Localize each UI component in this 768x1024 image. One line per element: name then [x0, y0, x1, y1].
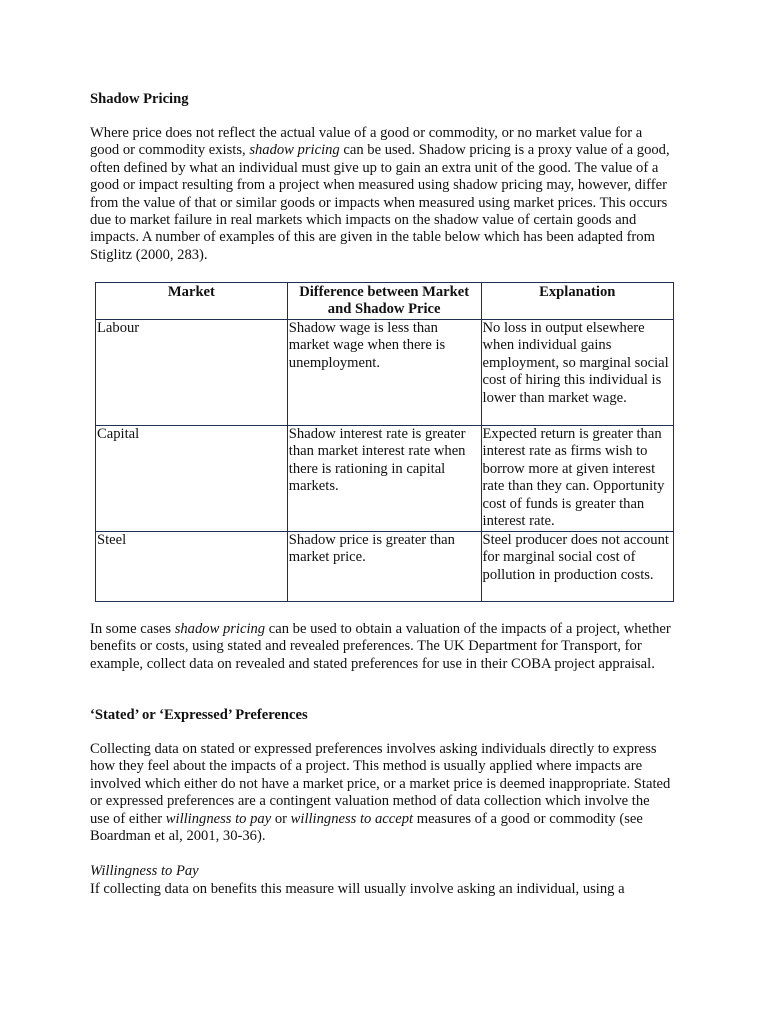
subheading-willingness-to-pay: Willingness to Pay: [90, 863, 199, 879]
emphasis-text: willingness to pay: [165, 810, 272, 827]
section-heading-shadow-pricing: Shadow Pricing: [90, 91, 189, 107]
text-run: can be used to obtain a valuation of the impacts of a project, whether benefits or costs, using stated and revealed preferences. The UK Department for Transport, for example, collect data on revealed and stated preferences for use in their COBA project appraisal.: [90, 621, 671, 672]
table-cell: Steel producer does not account for marginal social cost of pollution in production costs.: [481, 532, 673, 602]
table-cell: Expected return is greater than interest rate as firms wish to borrow more at given interest rate than they can. Opportunity cost of funds is greater than interest rate.: [481, 426, 673, 532]
table-header-cell: Explanation: [481, 283, 673, 320]
table-header-row: [96, 283, 674, 320]
table-header-cell: Difference between Market and Shadow Price: [287, 283, 481, 320]
text-run: or: [271, 810, 291, 827]
table-header-cell: Market: [96, 283, 288, 320]
emphasis-text: willingness to accept: [290, 810, 414, 827]
text-run: can be used. Shadow pricing is a proxy value of a good, often defined by what an individual must give up to gain an extra unit of the good. The value of a good or impact resulting from a project when measured using shadow pricing may, however, differ from the value of that or similar goods or impacts when measured using market prices. This occurs due to market failure in real markets which impacts on the shadow value of certain goods and impacts. A number of examples of this are given in the table below which has been adapted from Stiglitz (2000, 283).: [90, 142, 670, 263]
section-heading-stated-preferences: ‘Stated’ or ‘Expressed’ Preferences: [90, 707, 308, 723]
table-cell: Capital: [96, 426, 288, 532]
text-run: measures of a good or commodity (see Boardman et al, 2001, 30-36).: [90, 810, 643, 845]
table-cell: Shadow price is greater than market price.: [287, 532, 481, 602]
revealed-preferences-paragraph: [90, 621, 672, 673]
table-row: [96, 426, 674, 532]
emphasis-text: shadow pricing: [174, 621, 266, 637]
table-row: [96, 532, 674, 602]
table-cell: Shadow wage is less than market wage when there is unemployment.: [287, 320, 481, 426]
willingness-to-pay-paragraph: If collecting data on benefits this measure will usually involve asking an individual, using a: [90, 881, 625, 897]
emphasis-text: shadow pricing: [249, 142, 340, 159]
table-cell: No loss in output elsewhere when individual gains employment, so marginal social cost of hiring this individual is lower than market wage.: [481, 320, 673, 426]
shadow-price-table: [95, 282, 674, 602]
text-run: Collecting data on stated or expressed preferences involves asking individuals directly to express how they feel about the impacts of a project. This method is usually applied where impacts are involved which either do not have a market price, or a market price is deemed inappropriate. Stated or expressed preferences are a contingent valuation method of data collection which involve the use of either: [90, 741, 671, 827]
text-run: Where price does not reflect the actual value of a good or commodity, or no market value for a good or commodity exists,: [90, 125, 643, 159]
table-cell: Shadow interest rate is greater than market interest rate when there is rationing in capital markets.: [287, 426, 481, 532]
intro-paragraph: [90, 125, 672, 264]
stated-preferences-paragraph: [90, 741, 672, 845]
text-run: In some cases: [90, 621, 175, 637]
table-cell: Labour: [96, 320, 288, 426]
table-cell: Steel: [96, 532, 288, 602]
table-row: [96, 320, 674, 426]
